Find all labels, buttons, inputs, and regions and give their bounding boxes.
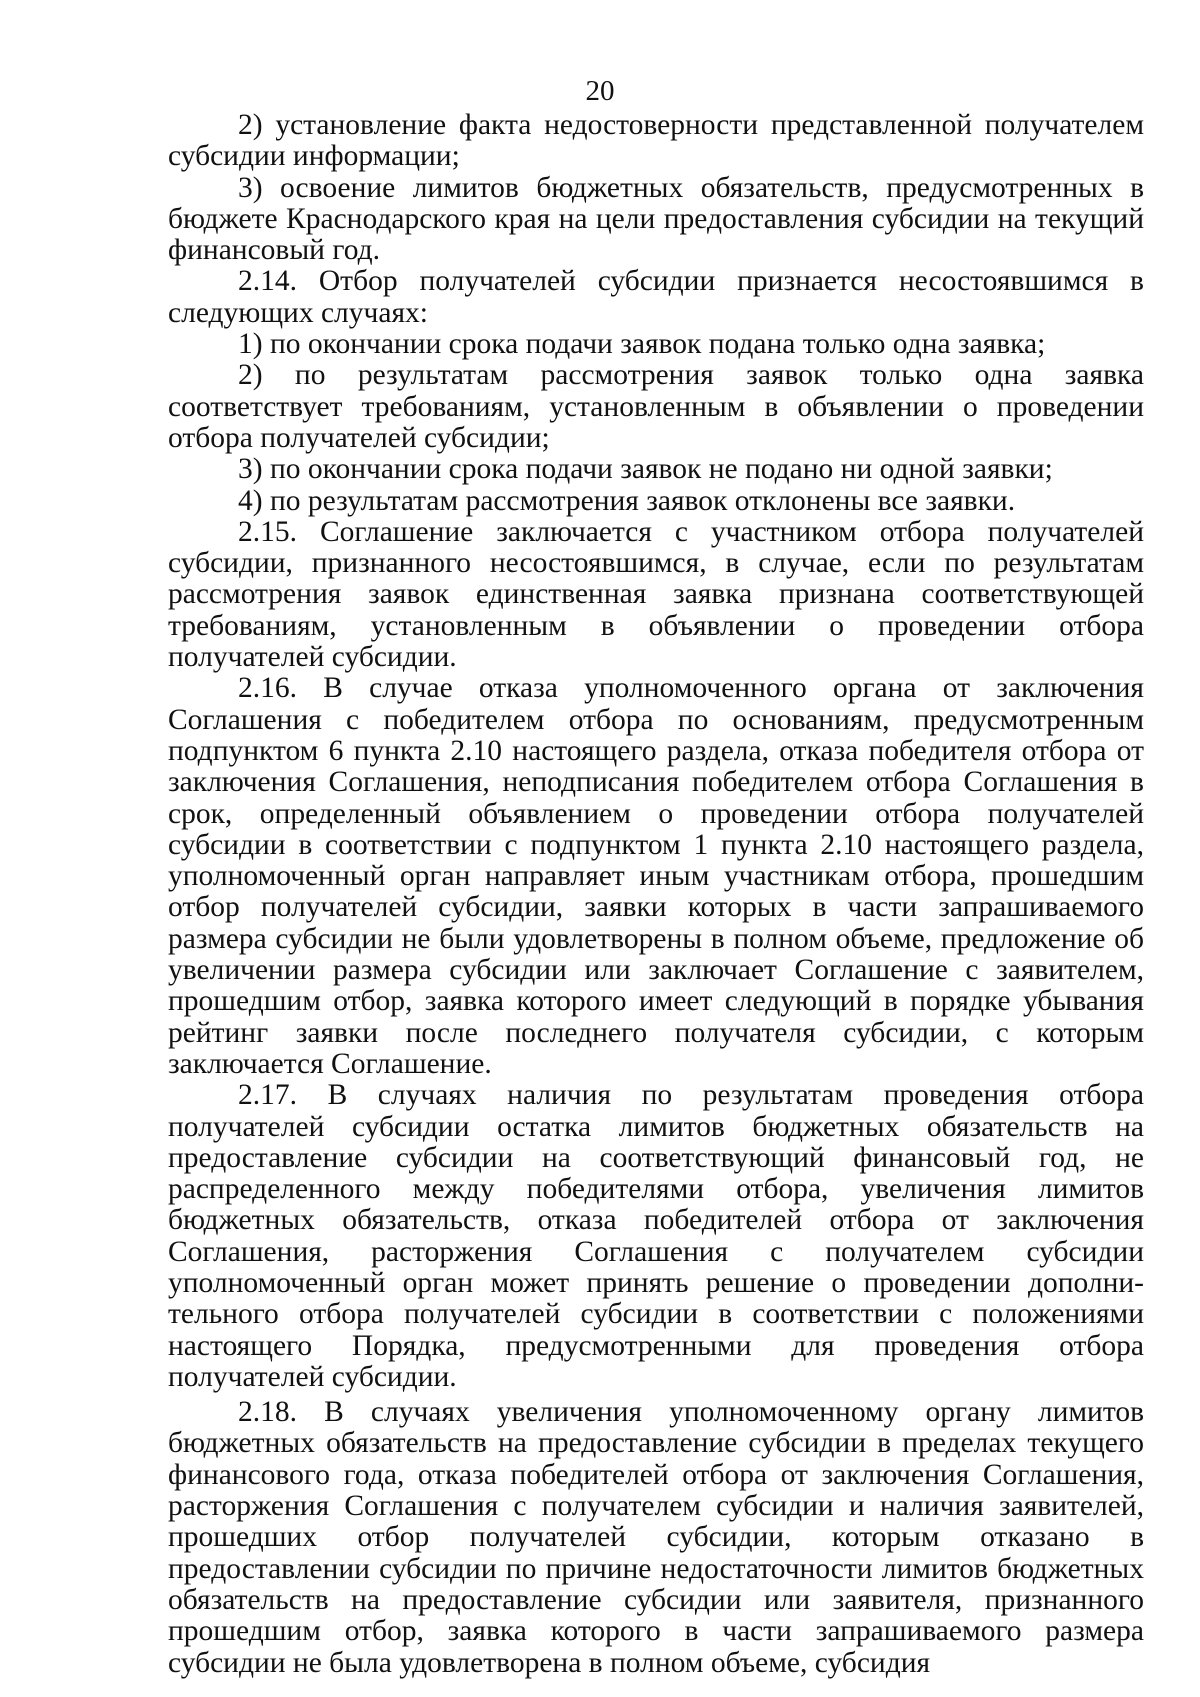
paragraph-2-18: 2.18. В случаях увеличения уполномоченному органу лимитов бюджетных обязательств на предоставление субсидии в пределах текущего финансового года, отказа победителей отбора от заключения Соглашения, расторжения Соглашения с получателем субсидии и наличия заявителей, прошедших отбор получателей субсидии, которым отказано в предоставлении субсидии по причине недостаточности лимитов бюджетных обязательств на предоставление субсидии или заявителя, признанного прошедшим отбор, заявка которого в части запрашиваемого размера субсидии не была удовлетворена в полном объеме, субсидия (168, 1396, 1144, 1679)
paragraph-item-2-unreliable-info: 2) установление факта недостоверности представленной получателем субсидии информации; (168, 109, 1144, 173)
page-number: 20 (585, 75, 615, 107)
paragraph-2-14-item-1: 1) по окончании срока подачи заявок подана только одна заявка; (238, 328, 1046, 361)
paragraph-2-15: 2.15. Соглашение заключается с участником отбора получателей субсидии, признанного несостоявшимся, в случае, если по результатам рассмотрения заявок единственная заявка признана соответствующей требованиям, установленным в объявлении о проведении отбора получателей субсидии. (168, 515, 1144, 674)
paragraph-2-17: 2.17. В случаях наличия по результатам проведения отбора получателей субсидии остатка лимитов бюджетных обязательств на предоставление субсидии на соответствующий финансовый год, не распределенного между победителями отбора, увеличения лимитов бюджетных обязательств, отказа победителей отбора от заключения Соглашения, расторжения Соглашения с получателем субсидии уполномоченный орган может принять решение о проведении дополнительного отбора получателей субсидии в соответствии с положениями настоящего Порядка, предусмотренными для проведения отбора получателей субсидии. (168, 1079, 1144, 1393)
paragraph-item-3-limits-used: 3) освоение лимитов бюджетных обязательств, предусмотренных в бюджете Краснодарского края на цели предоставления субсидии на текущий финансовый год. (168, 171, 1144, 267)
paragraph-2-16: 2.16. В случае отказа уполномоченного органа от заключения Соглашения с победителем отбора по основаниям, предусмотренным подпунктом 6 пункта 2.10 настоящего раздела, отказа победителя отбора от заключения Соглашения, неподписания победителем отбора Соглашения в срок, определенный объявлением о проведении отбора получателей субсидии в соответствии с подпунктом 1 пункта 2.10 настоящего раздела, уполномоченный орган направляет иным участникам отбора, прошедшим отбор получателей субсидии, заявки которых в части запрашиваемого размера субсидии не были удовлетворены в полном объеме, предложение об увеличении размера субсидии или заключает Соглашение с заявителем, прошедшим отбор, заявка которого имеет следующий в порядке убывания рейтинг заявки после последнего получателя субсидии, с которым заключается Соглашение. (168, 672, 1144, 1080)
paragraph-2-14-item-3: 3) по окончании срока подачи заявок не подано ни одной заявки; (238, 453, 1053, 486)
paragraph-2-14: 2.14. Отбор получателей субсидии признается несостоявшимся в следующих случаях: (168, 265, 1144, 329)
document-body (168, 110, 1144, 1679)
paragraph-2-14-item-2: 2) по результатам рассмотрения заявок только одна заявка соответствует требованиям, установленным в объявлении о проведении отбора получателей субсидии; (168, 359, 1144, 454)
paragraph-2-14-item-4: 4) по результатам рассмотрения заявок отклонены все заявки. (238, 484, 1016, 517)
